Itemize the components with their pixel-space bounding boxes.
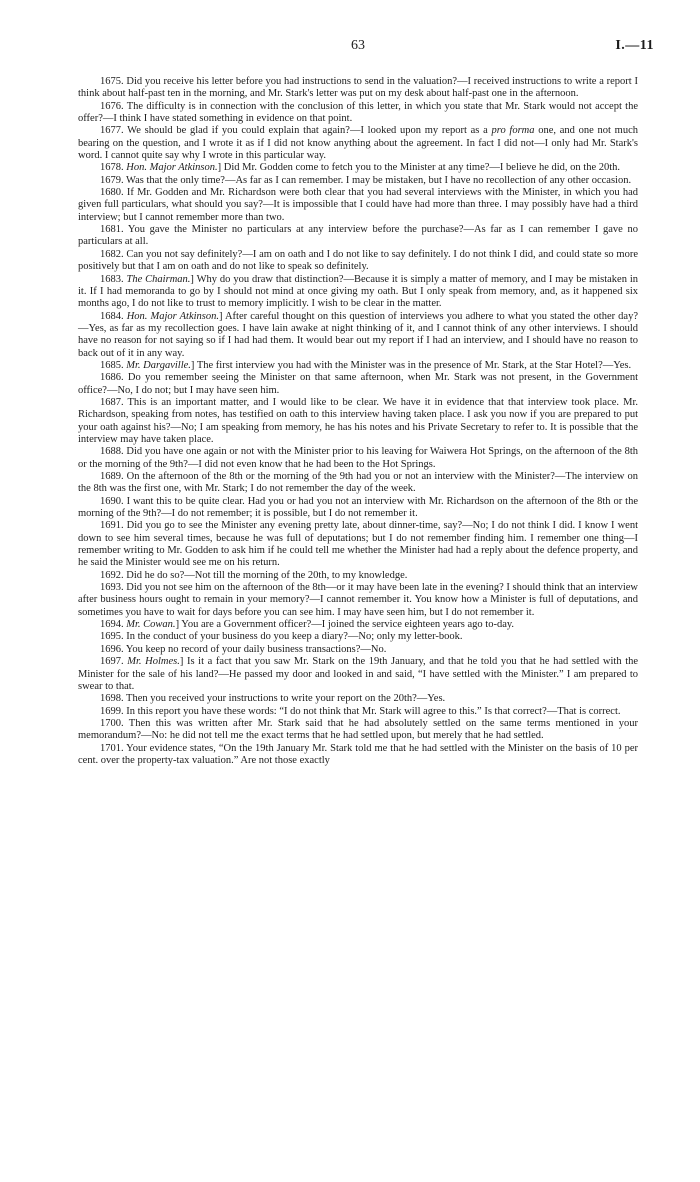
document-reference: I.—11 bbox=[615, 38, 654, 53]
evidence-paragraph bbox=[78, 743, 638, 768]
evidence-paragraph bbox=[78, 496, 638, 521]
paragraph-text: ] After careful thought on this question of interviews you adhere to what you stated the other day?—Yes, as far as my recollection goes. I have lain awake at night thinking of it, and I cannot think of any other interviews. I should have no reason for not saying so if I had had them. It would bear out my report if I had an interview, and I should have no reason to back out of it in any way. bbox=[78, 310, 638, 359]
paragraph-text: one, and one not much bearing on the question, and I wrote it as if I did not know anything about the agreement. In fact I did not—I only had Mr. Stark's word. I cannot quite say why I wrote in this particular way. bbox=[78, 125, 638, 162]
paragraph-text: ] Is it a fact that you saw Mr. Stark on the 19th January, and that he told you that he had settled with the Minister for the sale of his land?—He passed my door and looked in and said, “I have settled with the Minister.” I am prepared to swear to that. bbox=[78, 656, 639, 692]
evidence-paragraph bbox=[78, 162, 638, 174]
speaker-name: Mr. Cowan. bbox=[126, 619, 176, 631]
question-number: 1701. bbox=[100, 742, 124, 754]
question-number: 1697. bbox=[100, 656, 124, 668]
speaker-name: Mr. Holmes. bbox=[127, 656, 180, 668]
question-number: 1698. bbox=[100, 693, 124, 705]
evidence-paragraph bbox=[78, 631, 638, 643]
speaker-name: The Chairman. bbox=[126, 273, 191, 285]
evidence-paragraph bbox=[78, 311, 638, 360]
paragraph-text: This is an important matter, and I would like to be clear. We have it in evidence that that interview took place. Mr. Richardson, speaking from notes, has testified on oath to this interview having taken place. I ask you now if you are prepared to put your oath against his?—No; I am speaking from memory, he has his notes and his Private Secretary to refer to. It is possible that the interview may have taken place. bbox=[78, 396, 638, 445]
paragraph-text: In the conduct of your business do you keep a diary?—No; only my letter-book. bbox=[123, 631, 463, 643]
paragraph-text: ] You are a Government officer?—I joined the service eighteen years ago to-day. bbox=[175, 619, 515, 631]
evidence-paragraph bbox=[78, 446, 638, 471]
paragraph-text: Was that the only time?—As far as I can remember. I may be mistaken, but I have no recollection of any other occasion. bbox=[123, 174, 632, 186]
question-number: 1681. bbox=[100, 224, 124, 236]
paragraph-text: Your evidence states, “On the 19th January Mr. Stark told me that he had settled with the Minister on the basis of 10 per cent. over the property-tax valuation.” Are not those exactly bbox=[78, 742, 638, 766]
paragraph-text: ] The first interview you had with the Minister was in the presence of Mr. Stark, at the Star Hotel?—Yes. bbox=[190, 359, 632, 371]
question-number: 1680. bbox=[100, 187, 124, 199]
question-number: 1694. bbox=[100, 619, 124, 631]
evidence-paragraph bbox=[78, 619, 638, 631]
paragraph-text: On the afternoon of the 8th or the morning of the 9th had you or not an interview with the Minister?—The interview on the 8th was the first one, with Mr. Stark; I do not remember the day of the week. bbox=[78, 471, 638, 495]
evidence-paragraph bbox=[78, 274, 638, 311]
paragraph-text: ] Why do you draw that distinction?—Because it is simply a matter of memory, and I may be mistaken in it. If I had memoranda to go by I should not mind at once giving my oath. But I only speak from memory, and, as it happened six months ago, I do not like to trust to memory implicitly. I wish to be clear in the matter. bbox=[78, 273, 639, 310]
paragraph-text: Did you go to see the Minister any evening pretty late, about dinner-time, say?—No; I do not think I did. I know I went down to see him several times, because he was full of deputations; but I do not remember finding him. I remember one thing—I remember writing to Mr. Godden to ask him if he could tell me whether the Minister had had a reply about the defence property, and he said the Minister would see me on his return. bbox=[78, 520, 638, 569]
question-number: 1687. bbox=[100, 396, 124, 408]
speaker-name: Mr. Dargaville. bbox=[126, 359, 191, 371]
evidence-paragraph bbox=[78, 187, 638, 224]
evidence-paragraph bbox=[78, 397, 638, 446]
question-number: 1675. bbox=[100, 76, 124, 87]
paragraph-text: Did you have one again or not with the Minister prior to his leaving for Waiwera Hot Springs, on the afternoon of the 8th or the morning of the 9th?—I did not even know that he had been to the Hot Springs. bbox=[78, 446, 638, 470]
question-number: 1695. bbox=[100, 631, 124, 643]
paragraph-text: You keep no record of your daily business transactions?—No. bbox=[123, 643, 387, 655]
evidence-paragraph bbox=[78, 125, 638, 162]
question-number: 1677. bbox=[100, 125, 124, 137]
paragraph-text: Do you remember seeing the Minister on that same afternoon, when Mr. Stark was not present, in the Government office?—No, I do not; but I may have seen him. bbox=[78, 372, 638, 396]
paragraph-text: Then this was written after Mr. Stark said that he had absolutely settled on the same terms mentioned in your memorandum?—No: he did not tell me the exact terms that he had settled upon, but merely that he had settled. bbox=[78, 717, 638, 742]
page-number: 63 bbox=[351, 38, 365, 53]
evidence-paragraph bbox=[78, 656, 638, 693]
evidence-paragraph bbox=[78, 570, 638, 582]
question-number: 1686. bbox=[100, 372, 124, 384]
speaker-name: Hon. Major Atkinson. bbox=[126, 310, 219, 322]
question-number: 1683. bbox=[100, 273, 124, 285]
speaker-name: Hon. Major Atkinson. bbox=[126, 162, 218, 174]
question-number: 1676. bbox=[100, 100, 124, 112]
question-number: 1684. bbox=[100, 310, 124, 322]
paragraph-text: I want this to be quite clear. Had you or had you not an interview with Mr. Richardson on the afternoon of the 8th or the morning of the 9th?—I do not remember; it is possible, but I do not remember it. bbox=[78, 495, 638, 520]
paragraph-text: Can you not say definitely?—I am on oath and I do not like to say definitely. I do not think I did, and could state so more positively but that I am on oath and do not like to speak so definitely. bbox=[78, 248, 638, 273]
evidence-paragraph bbox=[78, 372, 638, 397]
question-number: 1678. bbox=[100, 162, 124, 174]
question-number: 1692. bbox=[100, 569, 124, 581]
question-number: 1693. bbox=[100, 582, 124, 594]
question-number: 1696. bbox=[100, 643, 124, 655]
paragraph-text: If Mr. Godden and Mr. Richardson were both clear that you had several interviews with the Minister, in which you had given full particulars, what should you say?—It is impossible that I could have had more than three. I may possibly have had a third interview; but I cannot remember more than two. bbox=[78, 187, 638, 223]
question-number: 1688. bbox=[100, 446, 124, 458]
question-number: 1689. bbox=[100, 471, 124, 482]
question-number: 1690. bbox=[100, 495, 124, 507]
evidence-paragraph bbox=[78, 360, 638, 372]
paragraph-text: You gave the Minister no particulars at any interview before the purchase?—As far as I can remember I gave no particulars at all. bbox=[78, 224, 638, 248]
evidence-paragraph bbox=[78, 582, 638, 619]
question-number: 1700. bbox=[100, 717, 124, 729]
evidence-paragraph bbox=[78, 224, 638, 249]
question-number: 1691. bbox=[100, 520, 124, 532]
paragraph-text: ] Did Mr. Godden come to fetch you to the Minister at any time?—I believe he did, on the 20th. bbox=[217, 162, 621, 174]
paragraph-text: Then you received your instructions to write your report on the 20th?—Yes. bbox=[123, 693, 446, 705]
paragraph-text: Did you receive his letter before you had instructions to send in the valuation?—I received instructions to write a report I think about half-past ten in the morning, and Mr. Stark's letter was put on my desk about half-past one in the afternoon. bbox=[78, 76, 638, 100]
document-page bbox=[78, 38, 654, 767]
evidence-paragraph bbox=[78, 471, 638, 496]
speaker-name: pro forma bbox=[491, 125, 535, 137]
paragraph-text: Did he do so?—Not till the morning of the 20th, to my knowledge. bbox=[123, 569, 408, 581]
paragraph-text: Did you not see him on the afternoon of the 8th—or it may have been late in the evening? I should think that an interview after business hours ought to remain in your memory?—I cannot remember it. You know how a Minister is full of deputations, and sometimes you have to wait for days before you can see him. I may have seen him, but I do not remember it. bbox=[78, 582, 638, 618]
paragraph-text: The difficulty is in connection with the conclusion of this letter, in which you state that Mr. Stark would not accept the offer?—I think I have stated something in evidence on that point. bbox=[78, 100, 638, 125]
evidence-paragraph bbox=[78, 101, 638, 126]
page-header bbox=[78, 38, 654, 64]
paragraph-text: We should be glad if you could explain that again?—I looked upon my report as a bbox=[123, 125, 492, 137]
evidence-paragraph bbox=[78, 693, 638, 705]
evidence-text bbox=[78, 76, 638, 767]
evidence-paragraph bbox=[78, 249, 638, 274]
evidence-paragraph bbox=[78, 718, 638, 743]
evidence-paragraph bbox=[78, 706, 638, 718]
evidence-paragraph bbox=[78, 520, 638, 569]
question-number: 1682. bbox=[100, 248, 124, 260]
question-number: 1685. bbox=[100, 359, 124, 371]
question-number: 1699. bbox=[100, 705, 124, 717]
evidence-paragraph bbox=[78, 175, 638, 187]
question-number: 1679. bbox=[100, 174, 124, 186]
paragraph-text: In this report you have these words: “I do not think that Mr. Stark will agree to this.” Is that correct?—That is correct. bbox=[123, 705, 621, 717]
evidence-paragraph bbox=[78, 644, 638, 656]
evidence-paragraph bbox=[78, 76, 638, 101]
